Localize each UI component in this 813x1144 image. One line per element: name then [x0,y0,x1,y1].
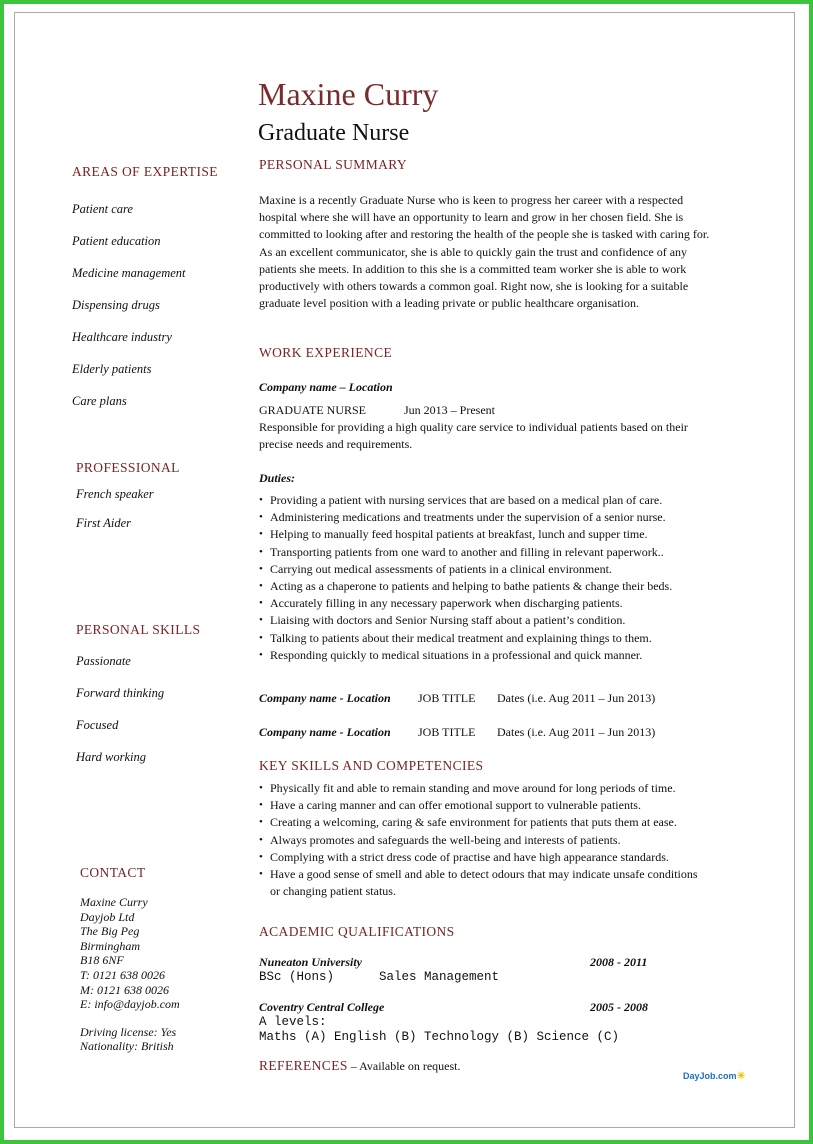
skill-item: • Have a caring manner and can offer emotional support to vulnerable patients. [259,797,700,814]
academic-dates: 2008 - 2011 [590,955,648,969]
expertise-item: Healthcare industry [72,330,172,344]
candidate-name: Maxine Curry [258,76,439,112]
duty-item: • Responding quickly to medical situations in a professional and quick manner. [259,647,672,664]
academic-degree: BSc (Hons) Sales Management [259,970,500,984]
skills-heading: KEY SKILLS AND COMPETENCIES [259,758,484,773]
previous-dates: Dates (i.e. Aug 2011 – Jun 2013) [497,725,656,739]
duties-list [259,492,672,664]
contact-name: Maxine Curry [80,895,148,909]
duty-item: • Carrying out medical assessments of patients in a clinical environment. [259,561,672,578]
academic-heading: ACADEMIC QUALIFICATIONS [259,924,455,939]
duties-label: Duties: [259,471,295,485]
work-dates: Jun 2013 – Present [404,403,495,417]
contact-address-line: The Big Peg [80,924,140,939]
personal-skill-item: Forward thinking [76,686,165,700]
skill-item: • Have a good sense of smell and able to detect odours that may indicate unsafe conditions or changing patient status. [259,866,700,900]
contact-heading: CONTACT [80,865,146,880]
previous-job-title: JOB TITLE [418,725,476,739]
duty-item: • Helping to manually feed hospital patients at breakfast, lunch and supper time. [259,526,672,543]
previous-job-title: JOB TITLE [418,691,476,705]
dayjob-logo [683,1071,746,1082]
skill-item: • Complying with a strict dress code of practise and have high appearance standards. [259,849,700,866]
personal-skill-item: Focused [76,718,119,732]
expertise-heading: AREAS OF EXPERTISE [72,164,218,179]
summary-text: Maxine is a recently Graduate Nurse who is keen to progress her career with a respected hospital where she will have an opportunity to learn and grow in her chosen field. She is committed to looking after and restoring the health of the people she is tasked with caring for. As an excellent communicator, she is able to quickly gain the trust and confidence of any patients she meets. In addition to this she is a committed team worker she is able to work productively with others towards a common goal. Right now, she is looking for a suitable graduate level position with a leading private or public healthcare organisation. [259,193,710,311]
personal-skill-item: Passionate [76,654,131,668]
duty-item: • Talking to patients about their medical treatment and explaining things to them. [259,630,672,647]
personal-skill-item: Hard working [76,750,147,764]
skill-item: • Always promotes and safeguards the well-being and interests of patients. [259,832,700,849]
work-company: Company name – Location [259,380,393,394]
references-line [259,1058,461,1074]
expertise-item: Care plans [72,394,127,408]
references-heading: REFERENCES [259,1058,348,1073]
skill-item: • Physically fit and able to remain standing and move around for long periods of time. [259,780,700,797]
academic-levels-grades: Maths (A) English (B) Technology (B) Science (C) [259,1030,620,1044]
contact-nationality: Nationality: British [80,1039,174,1054]
contact-telephone: T: 0121 638 0026 [80,967,166,982]
logo-text: DayJob.com [683,1071,737,1081]
skill-item: • Creating a welcoming, caring & safe environment for patients that puts them at ease. [259,814,700,831]
expertise-item: Medicine management [72,266,186,280]
skills-list [259,780,700,900]
expertise-item: Patient care [72,202,133,216]
duty-item: • Administering medications and treatments under the supervision of a senior nurse. [259,509,672,526]
work-description: Responsible for providing a high quality care service to individual patients based on their precise needs and requirements. [259,420,688,452]
contact-company: Dayjob Ltd [80,909,135,924]
academic-levels-label: A levels: [259,1015,327,1029]
academic-school: Nuneaton University [259,955,363,969]
sun-icon: ☀ [736,1071,746,1082]
duty-item: • Liaising with doctors and Senior Nursing staff about a patient’s condition. [259,612,672,629]
previous-company: Company name - Location [259,691,391,705]
references-text: – Available on request. [347,1059,461,1073]
summary-heading: PERSONAL SUMMARY [259,157,408,172]
contact-postcode: B18 6NF [80,953,124,968]
contact-driving-license: Driving license: Yes [80,1024,177,1039]
contact-block [80,895,180,1054]
candidate-title: Graduate Nurse [258,120,410,146]
academic-dates: 2005 - 2008 [590,1000,648,1014]
work-role: GRADUATE NURSE [259,403,367,417]
personal-skills-heading: PERSONAL SKILLS [76,622,201,637]
contact-email: E: info@dayjob.com [80,997,180,1012]
expertise-item: Elderly patients [72,362,152,376]
duty-item: • Acting as a chaperone to patients and helping to bathe patients & change their beds. [259,578,672,595]
duty-item: • Accurately filling in any necessary paperwork when discharging patients. [259,595,672,612]
previous-dates: Dates (i.e. Aug 2011 – Jun 2013) [497,691,656,705]
professional-item: French speaker [76,487,154,501]
academic-school: Coventry Central College [259,1000,385,1014]
previous-company: Company name - Location [259,725,391,739]
duty-item: • Providing a patient with nursing services that are based on a medical plan of care. [259,492,672,509]
contact-mobile: M: 0121 638 0026 [80,982,169,997]
duty-item: • Transporting patients from one ward to another and filling in relevant paperwork.. [259,544,672,561]
work-heading: WORK EXPERIENCE [259,345,393,360]
expertise-item: Patient education [72,234,161,248]
contact-city: Birmingham [80,938,140,953]
professional-item: First Aider [76,516,131,530]
professional-heading: PROFESSIONAL [76,460,180,475]
expertise-item: Dispensing drugs [72,298,160,312]
